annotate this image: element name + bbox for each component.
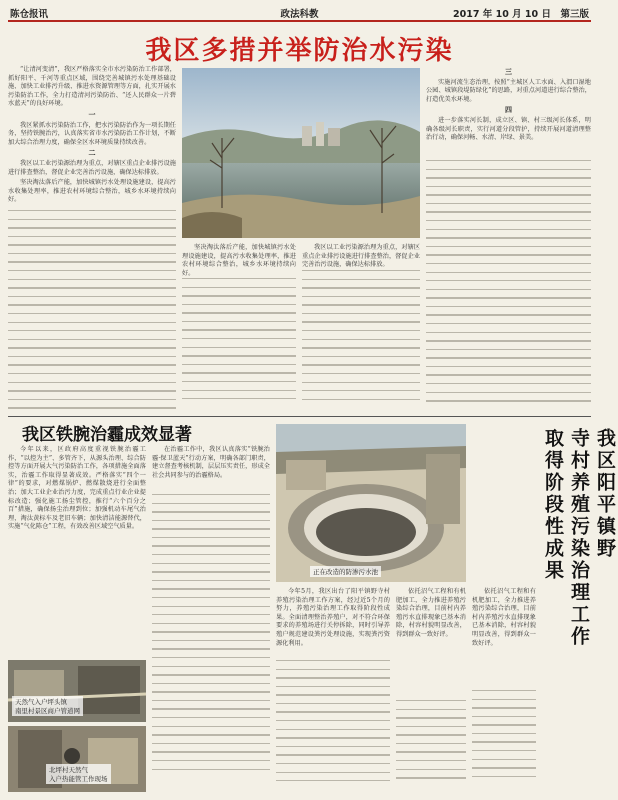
- main-section2: 我区以工业污染源治理为重点，对辖区重点企业排污设施进行排查整治，督促企业完善治污设施，确保达标排放。: [8, 159, 176, 176]
- date-and-page: 2017 年 10 月 10 日 第三版: [453, 9, 589, 20]
- photo3-caption: 正在改造的防渗污水池: [310, 566, 381, 577]
- story2-body2: 在治霾工作中，我区认真落实“铁腕治霾·保卫蓝天”行动方案，明确各部门职责，建立督查考核机制，层层压实责任，形成全社会共同参与的治霾格局。: [152, 446, 270, 479]
- masthead-rule: [8, 20, 591, 22]
- manure-pit-photo: [276, 424, 466, 582]
- story2-headline: 我区铁腕治霾成效显著: [22, 425, 192, 445]
- main-headline: 我区多措并举防治水污染: [145, 36, 454, 66]
- section-number: 二: [88, 149, 96, 158]
- main-intro: “让清河变清”，我区严格落实全市水污染防治工作部署，抓好阳平、千河等重点区域，围绕完善城镇污水处理基础设施、加快工业排污升级、推进水资源管理等方面，扎实开展水污染防治工作，全力打造清河污染防治、“还人民群众一片碧水蓝天”的良好环境。: [8, 66, 176, 108]
- section-number: 三: [505, 68, 512, 76]
- section-number: 四: [505, 106, 512, 115]
- masthead: [8, 4, 591, 20]
- main-section3: 坚决淘汰落后产能，加快城镇污水处理设施建设，提高污水收集处理率，推进农村环境综合整治，城乡水环境持续向好。: [8, 179, 176, 204]
- story3-body-cont: 依托沼气工程和有机肥加工，全力推进养殖污染综合治理，目前村内养殖污水直排现象已基本消除，村容村貌明显改善，得到群众一致好评。: [472, 588, 536, 647]
- section-divider: [8, 416, 591, 417]
- main-section3-cont: 坚决淘汰落后产能，加快城镇污水处理设施建设，提高污水收集处理率，推进农村环境综合整治，城乡水环境持续向好。: [182, 244, 296, 277]
- text-filler: [472, 690, 536, 790]
- main-section1: 我区紧抓水污染防治工作，把水污染防治作为一项长期任务，坚持铁腕治污，认真落实省市水污染防治工作计划，不断加大综合治理力度，确保全区水环境质量持续改善。: [8, 121, 176, 146]
- story3-body2: 依托沼气工程和有机肥加工，全力推进养殖污染综合治理，目前村内养殖污水直排现象已基本消除，村容村貌明显改善，得到群众一致好评。: [396, 588, 466, 638]
- text-filler: [182, 278, 296, 412]
- photo1-caption: 天然气入户坪头镇 南里村景区商户管道网: [12, 696, 83, 716]
- story3-headline: 我区阳平镇野 寺村养殖污染治理工作 取得阶段性成果: [542, 428, 616, 648]
- story2-body: 今年以来，区政府高度重视铁腕治霾工作，“以控为主”、多管齐下，从源头治理、综合防控等方面开展大气污染防治工作，各项措施全面落实，治霾工作取得显著成效。严格落实“四个一律”的要求，对燃煤锅炉、燃煤散烧进行全面整治；加大工业企业治污力度，完成重点行业企业提标改造；强化施工扬尘管控，推行“六个百分之百”措施，确保扬尘治理到位；加强机动车尾气治理，淘汰黄标车及老旧车辆；加快清洁能源替代，实施“气化陈仓”工程，有效改善区域空气质量。: [8, 446, 146, 531]
- main-section5: 进一步落实河长制，成立区、镇、村三级河长体系，明确各级河长职责，实行河道分段管护，持续开展河道清理整治行动，确保河畅、水清、岸绿、景美。: [426, 116, 591, 142]
- text-filler: [152, 494, 270, 784]
- story2-column-1: [8, 446, 146, 656]
- text-filler: [276, 660, 390, 790]
- story3-body: 今年5月，我区出台了阳平镇野寺村养殖污染治理工作方案，经过近5个月的努力，养殖污染治理工作取得阶段性成果。全面清理整治养殖户，对不符合环保要求的养殖场进行关停拆除，同时引导养殖户规范建设粪污处理设施，实现粪污资源化利用。: [276, 588, 390, 647]
- main-section2-cont: 我区以工业污染源治理为重点，对辖区重点企业排污设施进行排查整治，督促企业完善治污设施，确保达标排放。: [302, 244, 420, 269]
- text-filler: [396, 700, 466, 790]
- text-filler: [426, 160, 591, 410]
- text-filler: [302, 270, 420, 412]
- section-number: 一: [88, 110, 96, 119]
- river-photo: [182, 68, 420, 238]
- main-section4: 实施河流生态治理，按照“主城区人工水面、入渭口湿地公园、城镇段堤防绿化”的思路，对重点河道进行综合整治，打造优美水环境。: [426, 78, 591, 103]
- text-filler: [8, 210, 176, 410]
- photo2-caption: 北坪村天然气 入户热能管工作现场: [46, 764, 111, 784]
- section-name: 政法科教: [280, 9, 319, 20]
- paper-name: 陈仓报讯: [10, 9, 49, 20]
